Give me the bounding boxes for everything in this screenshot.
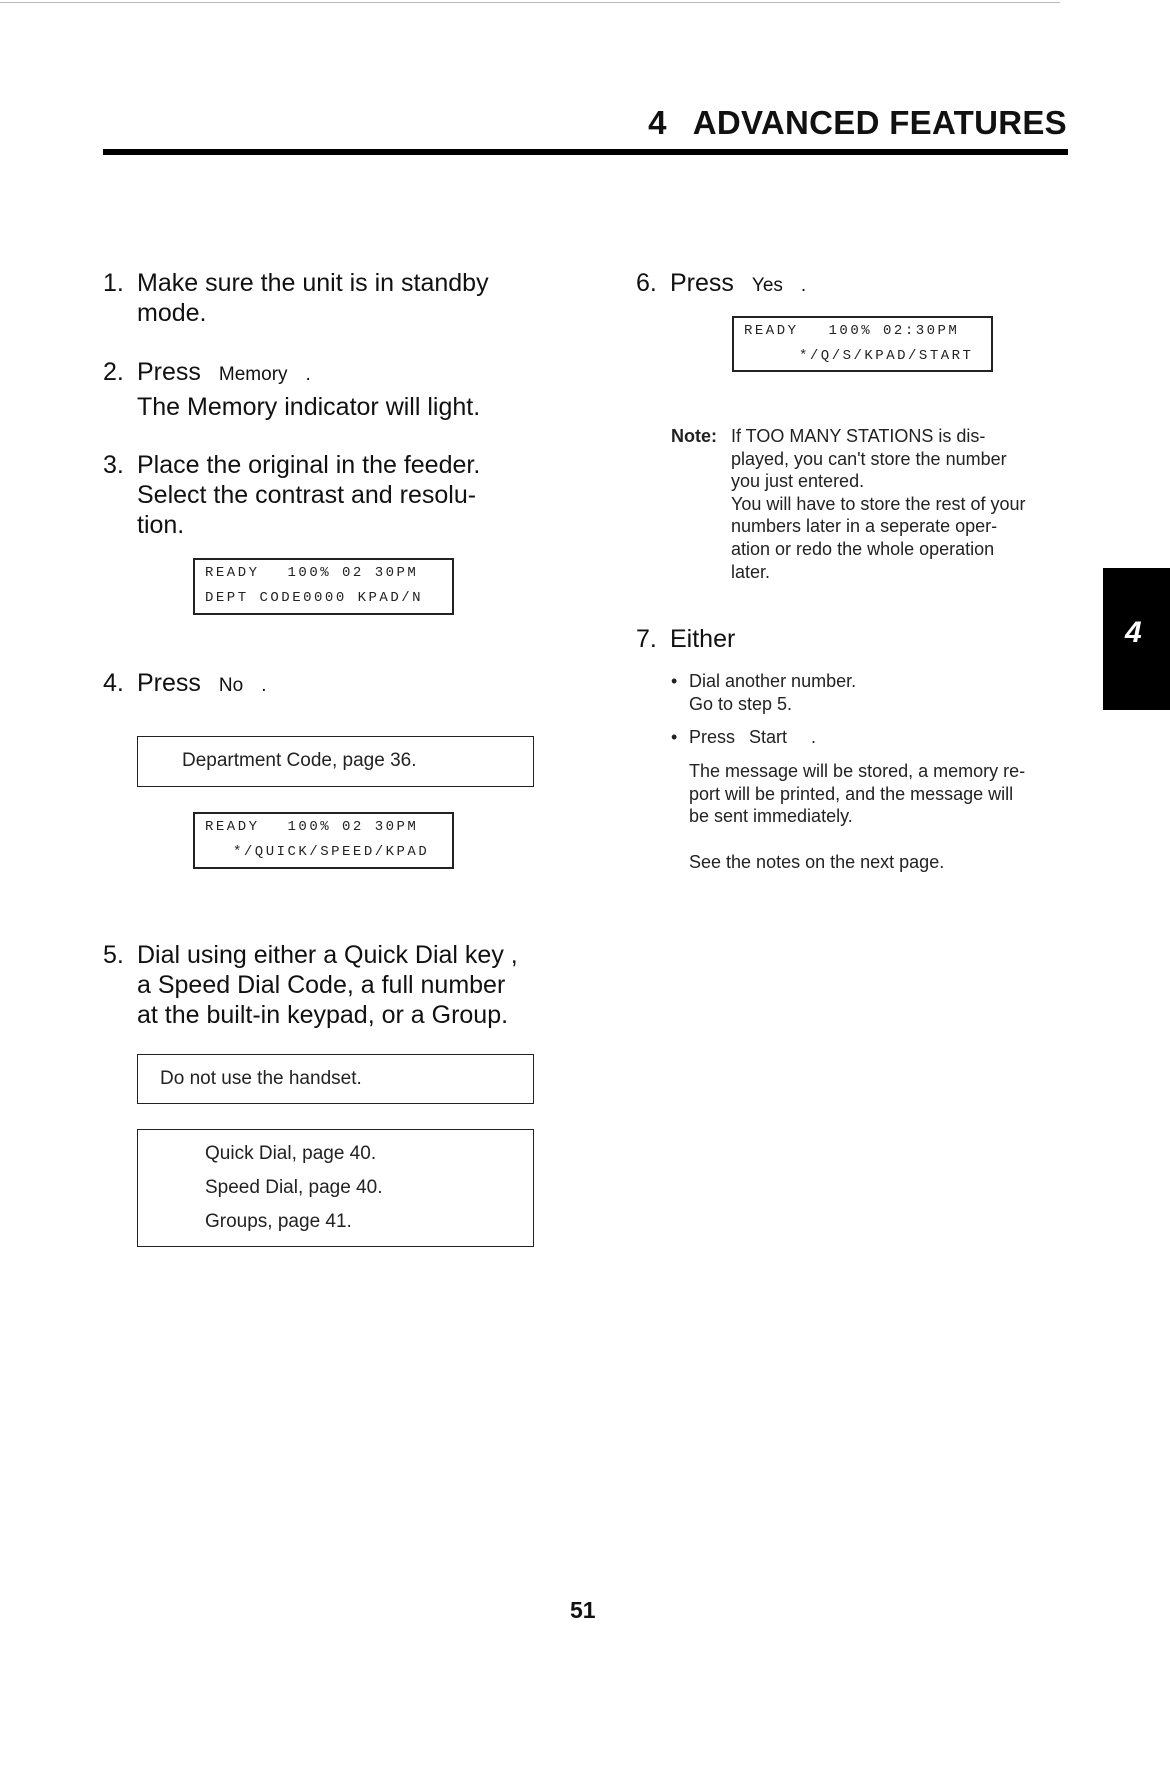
reference-quick-dial: Quick Dial, page 40. [205,1143,377,1164]
step-text-line: a Speed Dial Code, a full number [137,971,506,999]
lcd-display-step6: READY 100% 02:30PM */Q/S/KPAD/START [732,316,993,372]
reference-speed-dial: Speed Dial, page 40. [205,1177,383,1198]
step-7 [636,624,936,656]
option-text: Go to step 5. [689,694,793,714]
step-text-line: Press Memory . [137,358,311,386]
chapter-heading [648,104,1067,142]
step-4 [103,668,543,700]
chapter-title: ADVANCED FEATURES [692,104,1067,141]
reference-box-department-code [137,736,534,787]
reference-department-code: Department Code, page 36. [182,750,417,771]
bullet-point: • [671,727,678,747]
yes-key-label: Yes [751,275,783,296]
heading-rule [103,149,1068,155]
step-text-line: tion. [137,511,185,539]
step-text-line: The Memory indicator will light. [137,393,481,421]
step-text-line: Dial using either a Quick Dial key , [137,941,518,969]
chapter-side-tab [1103,568,1170,710]
lcd-display-step3: READY 100% 02 30PM DEPT CODE0000 KPAD/N [193,558,454,615]
start-key-label: Start [749,727,788,747]
option-text: Press Start . [689,727,817,747]
step-text-line: Press Yes . [670,269,807,297]
bullet-point: • [671,671,678,691]
step-number: 6. [636,269,657,297]
see-notes-text: See the notes on the next page. [689,852,945,872]
top-hairline [0,2,1060,3]
chapter-number: 4 [648,104,667,141]
page-number: 51 [570,1597,596,1623]
step-5 [103,940,563,1032]
reference-handset: Do not use the handset. [160,1068,362,1089]
step-number: 2. [103,358,124,386]
no-key-label: No [218,675,244,696]
note-block [671,425,1071,590]
step-text-line: Make sure the unit is in standby [137,269,489,297]
step-text-line: Press No . [137,669,267,697]
step-1 [103,268,543,330]
step-text-line: mode. [137,299,207,327]
reference-box-handset [137,1054,534,1104]
either-option-1 [671,670,1071,716]
step-number: 3. [103,451,124,479]
step-number: 4. [103,669,124,697]
lcd-display-step4: READY 100% 02 30PM */QUICK/SPEED/KPAD [193,812,454,869]
side-tab-label: 4 [1125,616,1142,649]
step-6 [636,268,936,300]
either-message: The message will be stored, a memory re- port will be printed, and the message will be sent immediately. [689,761,1026,827]
step-number: 1. [103,269,124,297]
option-text: Dial another number. [689,671,857,691]
step-text-line: Place the original in the feeder. [137,451,481,479]
step-number: 7. [636,625,657,653]
step-number: 5. [103,941,124,969]
reference-box-dialing [137,1129,534,1247]
reference-groups: Groups, page 41. [205,1211,352,1232]
step-2 [103,357,543,419]
step-3 [103,450,543,542]
step-text-line: Select the contrast and resolu- [137,481,477,509]
step-text-line: at the built-in keypad, or a Group. [137,1001,509,1029]
note-body: If TOO MANY STATIONS is dis- played, you can't store the number you just entered. You will have to store the rest of your numbers later in a seperate oper- ation or redo the whole operation later. [731,426,1026,582]
either-option-2 [671,726,1071,750]
step-text-line: Either [670,625,736,653]
note-label: Note: [671,426,717,446]
memory-key-label: Memory [218,364,288,385]
